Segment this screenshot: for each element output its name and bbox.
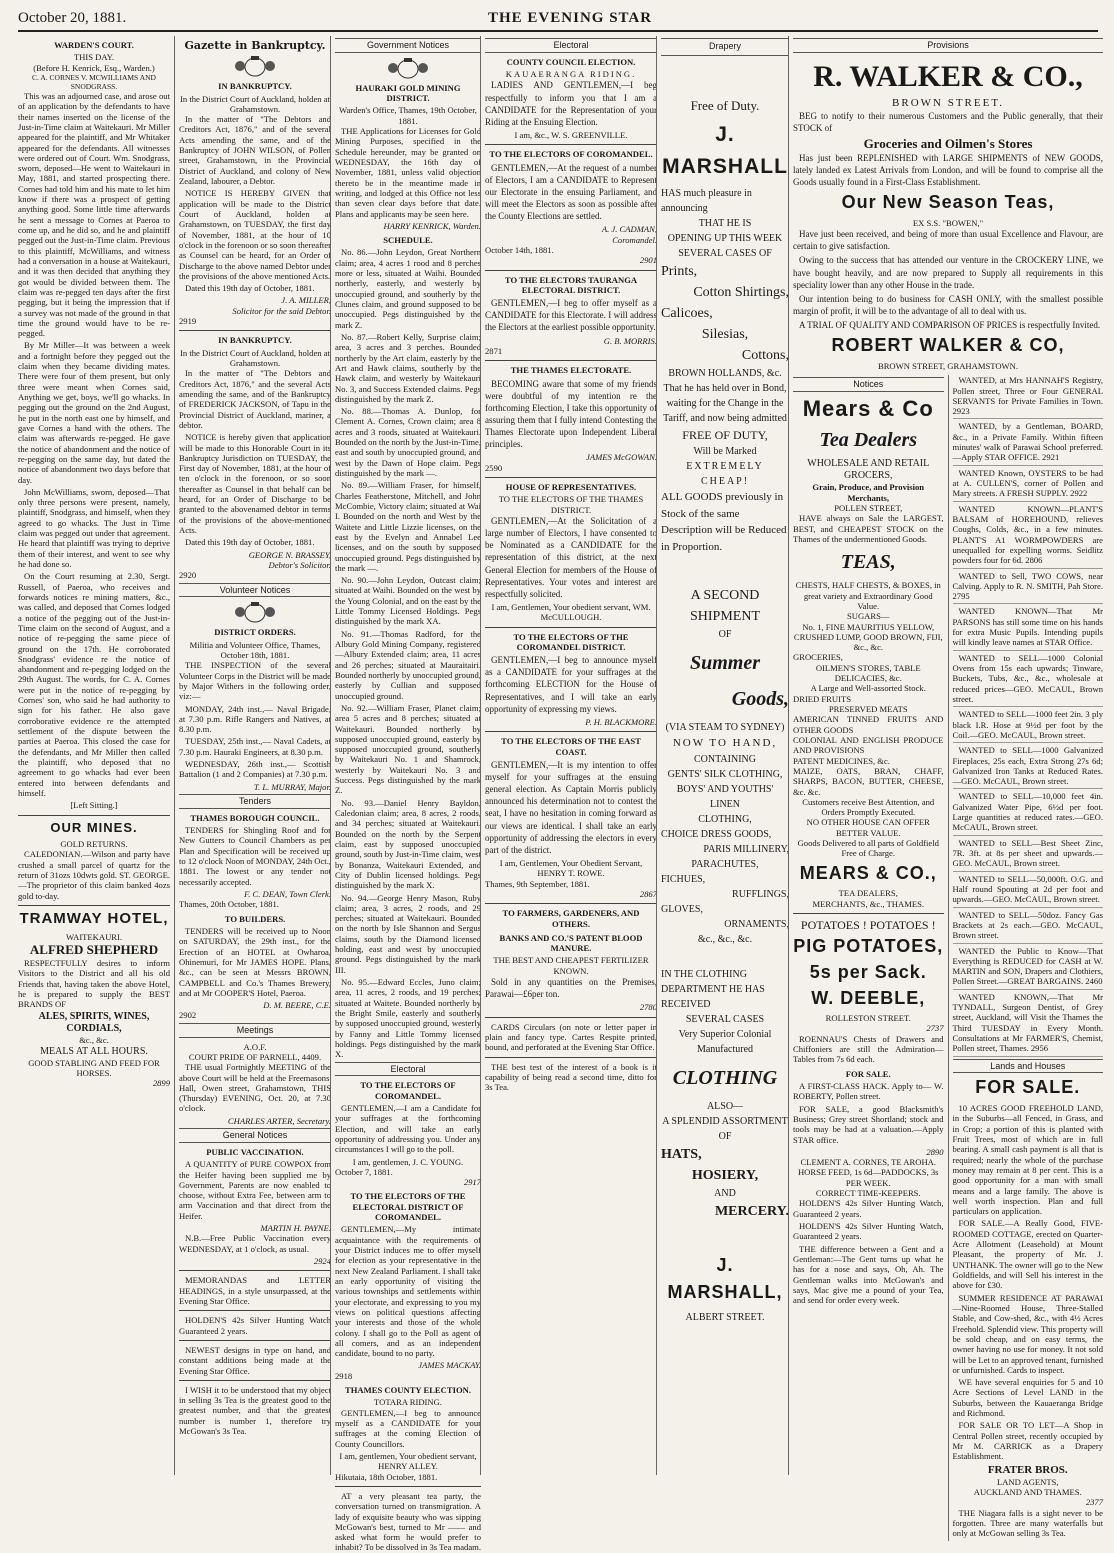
superior: Very Superior Colonial Manufactured [678,1028,772,1055]
notices-right [948,375,1104,1541]
schedule-88: No. 88.—Thomas A. Dunlop, for Clement A. Cornes, Crown claim; area 8 acres and 3 roods, situated at Waitekauri. Bounded on the north by the Just-in-Time, east and south by unoccupied ground, and west by the Dawn of Hope claim. Pegs distinguished by the mark —. [335,406,482,479]
wanted-ad: WANTED, at Mrs HANNAH'S Registry, Pollen street, Three or Four GENERAL SERVANTS for Private Families in Town. 2923 [953,375,1104,419]
paper-title: THE EVENING STAR [488,10,653,26]
newest: NEWEST designs in type on hand, and constant additions being made at the Evening Star Office. [179,1344,331,1376]
masthead [18,8,1098,32]
schedule-87: No. 87.—Robert Kelly, Surprise claim; area, 3 acres and 3 perches. Bounded northerly by the Art claim, easterly by the Art and Hawk claims, southerly by the Hawk claim, and westerly by Waitekauri No. 3, and Success Extended claims. Pegs distinguished by the mark Z. [335,331,481,404]
tea-note: AT a very pleasant tea party, the conversation turned on transmigration. A lady of exquisite beauty who was sipping McGowan's best, turned to Mr —— and asked what form he would prefer to inhabit? To be dissolved in 3s Tea madam. [335,1490,481,1553]
blackmore: P. H. BLACKMORE. [585,716,657,727]
gloves: GLOVES, [661,903,703,915]
column-provisions [788,36,1103,1539]
chests: CHESTS, HALF CHESTS, & BOXES, in great variety and Extraordinary Good Value. [795,580,941,611]
potatoes: POTATOES ! POTATOES ! [800,917,936,932]
notice-1: NOTICE IS HEREBY GIVEN that application will be made to the District Court of Auckland, holden at Grahamstown, on TUESDAY, the first day of November, 1881, at the hour of 10 o'clock in the forenoon or so soon thereafter as Counsel can be heard, for an Order of Discharge to the above named Debtor under the provisions of the above mentioned Acts. [179,188,331,281]
section-lands: Lands and Houses [953,1059,1104,1074]
schedule-95: No. 95.—Edward Eccles, Juno claim; area, 11 acres, 2 roods, and 19 perches; situated at Waitete. Bounded northerly by the Bright Smile, easterly and southerly by supposed unoccupied ground, westerly by Fanny and Little Tommy licensed holdings. Pegs distinguished by the mark X. [335,977,481,1060]
in-bankruptcy-2: IN BANKRUPTCY. [218,335,292,346]
cards: CARDS Circulars (on note or letter paper in plain and fancy type. Cartes Respite printed, bound, and perforated at the Evening Star Office. [485,1021,657,1053]
this-day: THIS DAY. [73,52,115,63]
cadman: A. J. CADMAN, [601,224,657,235]
mcgowan-no: 2590 [485,462,503,473]
section-tenders: Tenders [179,794,331,809]
choice-dress: CHOICE DRESS GOODS, [661,828,772,840]
deeble-no: 2737 [926,1023,944,1034]
section-drapery: Drapery [661,38,789,56]
wardens-court-title: WARDEN'S COURT. [54,40,134,50]
calicoes: Calicoes, [661,306,713,321]
enquiries: WE have several enquiries for 5 and 10 Acre Sections of Level LAND in the Suburbs, between the Kauaeranga Bridge and Richmond. [952,1377,1103,1419]
schedule-94: No. 94.—George Henry Mason, Ruby claim; area, 3 acres, 2 roods, and 29 perches; situated at Waitekauri. Bounded on the north by Isle Shannon and Sergus claims, south by the Diamond licensed holding, east and west by unoccupied ground. Pegs distinguished by the mark III. [335,892,481,975]
no-4: 2924 [313,1256,331,1266]
dated-1: Dated this 19th day of October, 1881. [185,283,315,294]
clothing: CLOTHING, [698,813,752,825]
tauranga-title: TO THE ELECTORS TAURANGA ELECTORAL DISTRICT. [504,274,638,295]
vaccination-title: PUBLIC VACCINATION. [206,1146,304,1157]
containing: CONTAINING [694,753,756,765]
tea-dealers: Tea Dealers [819,429,918,452]
crockery: Owing to the success that has attended our venture in the CROCKERY LINE, we have bought heavily, and are now prepared to Supply all requirements in this speciality lower than any other House in the trade. [793,255,1103,290]
ornaments: ORNAMENTS, [724,918,789,930]
horse-feed: HORSE FEED, 1s 6d—PADDOCKS, 3s PER WEEK. [797,1167,939,1188]
thames-county: THAMES COUNTY ELECTION. [345,1385,471,1396]
wanted-ad: WANTED to Sell, TWO COWS, near Calving. Apply to R. N. SMITH, Pah Store. 2795 [953,571,1104,605]
wanted-ad: WANTED to SELL—1000 Galvanized Fireplaces, 25s each, Extra Strong 27s 6d; Galvanized Iron Tanks at Reduced Rates.—GEO. McCAUL, Brown street. [953,745,1104,789]
summer-residence: SUMMER RESIDENCE AT PARAWAI—Nine-Roomed House, Three-Stalled Stable, and Cow-shed, &c., with 4½ Acres Freehold. Splendid view. This property will be sold cheap, and on easy terms, the owner having no use for money. It not sold will be Let to an approved tenant, furnished or unfurnished. Cards to inspect. [952,1292,1103,1375]
stabling-line: GOOD STABLING AND FEED FOR HORSES. [28,1057,160,1079]
wanted-ad: WANTED Known, OYSTERS to be had at A. CULLEN'S, corner of Pollen and Mary streets. A FRESH SUPPLY. 2922 [953,468,1104,502]
holden: HOLDEN'S 42s Silver Hunting Watch, Guaranteed 2 years. [793,1198,944,1219]
has-pleasure: HAS much pleasure in announcing [661,188,752,214]
cadman-date: October 14th, 1881. [485,244,554,255]
walker-title: R. WALKER & CO., [813,59,1083,93]
mears-logo: Mears & Co [802,396,934,422]
goods: Goods, [731,688,789,710]
oilmen: OILMEN'S STORES, TABLE DELICACIES, &c. [815,662,921,684]
sig-2: GEORGE N. BRASSEY, [248,549,331,560]
wanted-ad: WANTED to SELL—50,000ft. O.G. and Half round Spouting at 2d per foot and upwards.—GEO. McCAUL, Brown street. [953,874,1104,908]
tuesday: TUESDAY, 25th inst.,— Naval Cadets, at 7.30 p.m. Hauraki Engineers, at 8.30 p.m. [179,736,331,757]
marshall-name-2: J. MARSHALL, [667,1254,783,1302]
manure-body: Sold in any quantities on the Premises, Parawai—£6per ton. [485,977,657,1000]
groceries-stores: Groceries and Oilmen's Stores [863,136,1033,152]
customers: Customers receive Best Attention, and Orders Promptly Executed. [802,796,935,818]
albert-street: ALBERT STREET. [685,1311,765,1323]
role-1: Solicitor for the said Debtor. [232,305,331,316]
coro-electors: TO THE ELECTORS OF COROMANDEL. [489,149,653,160]
of: OF [718,629,732,640]
paris-millinery: PARIS MILLINERY, [703,843,789,855]
wholesale: WHOLESALE AND RETAIL GROCERS, [807,458,930,482]
have-always: HAVE always on Sale the LARGEST, BEST, and CHEAPEST STOCK on the Thames of the undermentioned Goods. [793,513,944,544]
elec-body: GENTLEMEN,—My intimate acquaintance with the requirements of your District induces me to offer myself for election as your representative in the next New Zealand Parliament. I shall take an early opportunity of visiting the various townships and settlements within your electorate, and expressing to you my views on political questions affecting your interests and those of the whole colony. I shall go to the Poll as agent of all comers, and as an independent candidate, bound to no party. [335,1224,481,1359]
gold-district-title: HAURAKI GOLD MINING DISTRICT. [355,82,461,104]
court-body-4: On the Court resuming at 2.30, Sergt. Russell, of Paeroa, who receives and forwards notices re mining matters, &c., was called, and deposed that Cornes lodged a notice of the pegging out of the Just-in-Time claim on the second of August, and a notice of re-pegging the same piece of ground on the 17th. He corroborated Snodgrass' evidence re the notice of abandonment and re-pegging lodged on the 29th August. The words, for C. A. Cornes were put in the notice of re-pegging by Cornes' son, who said he had authority to sign for his father. He also gave corroborative evidence re the attempted settlement of the dispute between the parties at Paeroa. This closed the case for the defendants, and Mr Miller then called the plaintiff, who deposed that no agreement to go whacks had ever been entered into between defendants and himself. [18,571,170,798]
rennau: ROENNAU'S Chests of Drawers and Chiffoniers are still the Admiration—Tables from 7s 6d each. [793,1033,944,1065]
clothing-big: CLOTHING [672,1066,778,1089]
column-government [330,36,482,1553]
wanted-ad: WANTED to SELL—10,000 feet 4in. Galvanized Water Pipe, 6½d per foot. Large quantities at reduced rates.—GEO. McCAUL, Brown street. [953,791,1104,835]
etc-line: &c., &c. [79,1035,109,1046]
house-electors: TO THE ELECTORS OF THE THAMES DISTRICT. [498,494,644,515]
meals-line: MEALS AT ALL HOURS. [40,1045,148,1057]
tbc-body: TENDERS for Shingling Roof and for New Gutters to Council Chambers as per Plan and Specification will be received up to 12 o'clock Noon of MONDAY, 24th Oct., 1881. The lowest or any tender not necessarily accepted. [179,825,331,887]
schedule-86: No. 86.—John Leydon, Great Northern claim; area, 4 acres 1 rood and 8 perches more or less, situated at Waihi. Bounded northerly, easterly, and westerly by unoccupied ground, and southerly by the Clunes claim, and ground supposed to be unoccupied. Pegs distinguished by the mark Z. [335,247,481,330]
memo: MEMORANDAS and LETTER HEADINGS, in a style unsurpassed, at the Evening Star Office. [179,1275,331,1306]
deeble: W. DEEBLE, [811,987,926,1008]
court-pride: COURT PRIDE OF PARNELL, 4409. [188,1051,322,1062]
fichues: FICHUES, [661,873,706,885]
hotel-place: WAITEKAURI. [65,931,123,942]
extremely-cheap: EXTREMELY CHEAP! [686,461,764,487]
cottons: Cottons, [741,348,789,363]
pig-potatoes: PIG POTATOES, [793,936,944,957]
arter: CHARLES ARTER, Secretary. [227,1115,331,1126]
coromandel: Coromandel. [612,234,657,245]
tea-dealers-2: TEA DEALERS, [838,888,898,899]
hikutaia: Hikutaia, 18th October, 1881. [335,1471,438,1482]
schedule-93: No. 93.—Daniel Henry Bayldon, Caledonian claim; area, 8 acres, 2 roods, and 34 perches; situated at Waitekauri. Bounded on the north by the Serpent claim, east by supposed unoccupied ground, south by Just-in-Time claim, west by Bonanza, Waitekauri Extended, and City of Dublin licensed holdings. Pegs distinguished by the mark X. [335,797,481,891]
summer: Summer [689,652,761,674]
gold-body: CALEDONIAN.—Wilson and party have crushed a small parcel of quartz for the return of 31ozs 10dwts gold. ST. GEORGE.—The proprietor of this claim banked 4ozs gold to-day. [18,849,170,901]
several-cases: SEVERAL CASES OF [678,248,772,259]
gazette-title: Gazette in Bankruptcy. [184,39,326,52]
patent: PATENT MEDICINES, &c. [793,755,890,766]
dean: F. C. DEAN, Town Clerk. [244,889,331,900]
elec-title: TO THE ELECTORS OF THE ELECTORAL DISTRICT OF COROMANDEL. [350,1191,466,1223]
mccullough: I am, Gentlemen, Your obedient servant, WM. McCULLOUGH. [491,601,651,623]
totara: TOTARA RIDING. [374,1397,442,1408]
niagara: THE Niagara falls is a sight never to be forgotten. Three are many waterfalls but only at McGowan selling 3s Tea. [952,1507,1103,1539]
coro-no: 2917 [463,1177,481,1188]
interest: THE best test of the interest of a book is it capability of being read a second time, ditto for 3s Tea. [485,1061,657,1093]
proprietor: ALFRED SHEPHERD [29,942,159,958]
kauaeranga-body: LADIES AND GENTLEMEN,—I beg respectfully to inform you that I am a CANDIDATE for the Representation of your Riding at the Ensuing Election. [485,80,657,127]
first-class-hack: A FIRST-CLASS HACK. Apply to— W. ROBERTY, Pollen street. [793,1080,944,1102]
hotel-body: RESPECTFULLY desires to inform Visitors to the District and all his old Friends that, having taken the above Hotel, he is prepared to supply the BEST BRANDS OF [18,957,170,1010]
court-1: In the District Court of Auckland, holden at Grahamstown. [180,93,330,114]
sig-1: J. A. MILLER, [281,295,331,306]
acres: 10 ACRES GOOD FREEHOLD LAND, in the Suburbs—all Fenced, in Grass, and in Crop; a portion of this is planted with Fruit Trees, most of which are in full bearing. A small cash payment is all that is required; nearly the whole of the purchase money may remain at 8 per cent. This is a good opportunity for a man with small means and a large family. The above is well worth inspection. Plan and full particulars on application. [952,1103,1103,1217]
notice-2: NOTICE is hereby given that application will be made to this Honorable Court in its Bankruptcy Jurisdiction on TUESDAY, the First day of November, 1881, at the hour of ten o'clock in the forenoon, or so soon thereafter as Counsel in that behalf can be heard, for an Order of Discharge to be granted to the abovenamed debtor in terms of the provisions of the above-mentioned Acts. [179,432,331,535]
mackay: JAMES MACKAY. [418,1360,481,1371]
tbc-title: THAMES BOROUGH COUNCIL. [190,812,320,823]
cadman-no: 2901 [639,255,657,266]
trial: A TRIAL OF QUALITY AND COMPARISON OF PRICES is respectfully Invited. [799,320,1101,331]
kauaeranga: KAUAERANGA RIDING. [505,69,637,80]
auckland-thames: AUCKLAND AND THAMES. [973,1487,1082,1498]
cotton-shirtings: Cotton Shirtings, [693,285,789,300]
for-sale: FOR SALE. [845,1068,891,1079]
preserved: PRESERVED MEATS [828,704,908,715]
section-notices: Notices [793,377,944,392]
court-2: In the District Court of Auckland, holden at Grahamstown. [180,347,330,368]
column-wardens-court [18,36,170,1475]
gov-intro: THE Applications for Licenses for Gold Mining Purposes, specified in the Schedule hereunder, may be granted on WEDNESDAY, the 16th day of November, 1881, unless valid objection thereto be in the meantime made in writing, and lodged at this Office not less than seven clear days before that date. Plans and applicants may be seen here. [335,126,481,219]
holden-2: HOLDEN'S 42s Silver Hunting Watch, Guaranteed 2 years. [793,1221,944,1242]
frater-no: 2377 [1085,1497,1103,1508]
coro-date: October 7, 1881. [335,1166,393,1177]
issue-date: October 20, 1881. [18,10,127,26]
section-government: Government Notices [335,38,481,53]
beere: D. M. BEERE, C.E. [263,1000,331,1011]
prints: Prints, [661,264,698,279]
robert-walker: ROBERT WALKER & CO, [831,335,1065,356]
murray: T. L. MURRAY, Major. [253,781,331,792]
notices-left [793,375,944,1541]
east-coast-title: TO THE ELECTORS OF THE EAST COAST. [501,736,641,757]
section-electoral-2: Electoral [485,38,657,53]
assorted: A Large and Well-assorted Stock. [810,683,926,694]
cottage: FOR SALE.—A Really Good, FIVE-ROOMED COTTAGE, erected on Quarter-Acre Allotment (Leasehold) at Mount Pleasant, the property of Mr. J. UNTHANK. The owner will go to the New Goldfields, and will Sell his interest in the above for £30. [952,1218,1103,1291]
wanted-ad: WANTED to SELL—50doz. Fancy Gas Brackets at 2s each.—GEO. McCAUL, Brown street. [953,910,1104,944]
case-title: C. A. CORNES V. MCWILLIAMS AND SNODGRASS. [32,72,156,91]
schedule-90: No. 90.—John Leydon, Outcast claim; situated at Waihi. Bounded on the west by the Young Colonial, and on the east by the Little Tommy Licensed Holdings. Pegs distinguished by the mark XA. [335,575,481,627]
coro-body: GENTLEMEN,—I am a Candidate for your suffrages at the forthcoming Election, and will take an early opportunity of addressing you. Under any circumstances I will go to the poll. [335,1102,481,1155]
section-volunteer: Volunteer Notices [179,583,331,598]
schedule: SCHEDULE. [383,235,433,246]
difference: THE difference between a Gent and a Gentleman:—The Gent turns up what he has for a nose and says, Oh, Ah. The Gentleman walks into McGowan's and says, Mac give me a pound of your Tea, and send for order every week. [793,1243,944,1306]
builders-title: TO BUILDERS. [224,913,286,924]
wanted-ad: WANTED to SELL—1000 feet 2in. 3 ply black I.R. Hose at 9½d per foot by the Coil.—GEO. McCAUL, Brown street. [953,709,1104,743]
militia-office: Militia and Volunteer Office, Thames, October 18th, 1881. [189,639,321,660]
farmers-title: TO FARMERS, GARDENERS, AND OTHERS. [502,908,640,929]
frater: FRATER BROS. [987,1463,1068,1476]
coro-title: TO THE ELECTORS OF COROMANDEL. [360,1080,456,1101]
alley: I am, gentlemen, Your obedient servant, HENRY ALLEY. [339,1450,477,1472]
no-3: 2902 [179,1010,197,1021]
second-shipment: A SECOND SHIPMENT [689,588,760,624]
hosiery: HOSIERY, [691,1167,759,1183]
wardens-office: Warden's Office, Thames, 19th October, 1881. [339,105,477,126]
beg-to-notify: BEG to notify to their numerous Customers and the Public generally, that their STOCK of [793,110,1103,134]
tramway-hotel: TRAMWAY HOTEL, [19,909,169,927]
coro-electors-body: GENTLEMEN,—At the request of a number of Electors, I am a CANDIDATE to Represent our Electorate in the ensuing Parliament, and will meet the Electors as soon as possible after the County Elections are settled. [485,162,657,222]
our-mines-title: OUR MINES. [50,819,138,835]
monday: MONDAY, 24th inst.,— Naval Brigade, at 7.30 p.m. Rifle Rangers and Natives, at 8.30 p.m. [179,703,331,735]
rw-address: BROWN STREET, GRAHAMSTOWN. [877,360,1019,371]
greenville: I am, &c., W. S. GREENVILLE. [514,129,628,140]
pollen-street: POLLEN STREET, [834,503,903,514]
district-orders: DISTRICT ORDERS. [214,627,296,638]
teas-label: TEAS, [840,551,896,574]
price: 5s per Sack. [809,961,927,982]
new-season-teas: Our New Season Teas, [841,192,1055,213]
section-general: General Notices [179,1128,331,1143]
sugars: SUGARS— [846,611,890,622]
mears-co: MEARS & CO., [799,862,937,883]
splendid: A SPLENDID ASSORTMENT OF [662,1115,788,1142]
kenrick: HARRY KENRICK, Warden. [383,220,481,231]
royal-crest-icon [232,55,278,77]
dated-2: Dated this 19th day of October, 1881. [185,537,315,548]
section-meetings: Meetings [179,1023,331,1038]
silesias: Silesias, [701,327,749,342]
hats: HATS, [661,1146,702,1162]
wish: I WISH it to be understood that my object in selling 3s Tea is the greatest good to the greatest number, and that the greatest number is number 1, therefore try McGowan's 3s Tea. [179,1384,331,1437]
county-election: COUNTY COUNCIL ELECTION. [506,56,636,67]
thames-date: Thames, 20th October, 1881. [179,899,279,910]
totara-body: GENTLEMEN,—I beg to announce myself as a CANDIDATE for your suffrages at the coming Election of County Councillors. [335,1407,481,1449]
wanted-ad: WANTED KNOWN—PLANT'S BALSAM of HOREHOUND, relieves Coughs, Colds, &c., in a few minutes. PLANT'S A1 WORMPOWDERS are unequalled for expelling worms. Seidlitz powders four for 6d. 2806 [953,504,1104,569]
morris-no: 2871 [485,345,503,356]
in-bankruptcy-1: IN BANKRUPTCY. [218,81,292,92]
wednesday: WEDNESDAY, 26th inst.,— Scottish Battalion (1 and 2 Companies) at 7.30 p.m. [179,759,331,780]
opening: OPENING UP THIS WEEK [667,233,783,244]
stabling-number: 2899 [152,1078,170,1089]
held-in-bond: That he has held over in Bond, waiting for the Change in the Tariff, and now being admitted [663,383,787,424]
no-2: 2920 [179,570,197,581]
cash-only: Our intention being to do business for CASH ONLY, with the smallest possible margin of profit, it will be to the advantage of all to deal with us. [793,293,1103,317]
role-2: Debtor's Solicitor. [268,559,331,570]
wanted-ad: WANTED the Public to Know—That Everything is REDUCED for CASH at W. MARTIN and SON, Drapers and Clothiers, Pollen Street.—GREAT BARGAINS. 2460 [953,946,1104,990]
mackay-no: 2918 [335,1370,353,1381]
all-goods: ALL GOODS previously in Stock of the same Description will be Reduced in Proportion. [661,491,787,553]
marshall-name: J. MARSHALL [662,123,788,178]
american: AMERICAN TINNED FRUITS AND OTHER GOODS [793,714,944,735]
section-provisions: Provisions [793,38,1103,53]
sugar-list: No. 1, FINE MAURITIUS YELLOW, CRUSHED LUMP, GOOD BROWN, FIJI, &c., &c. [793,621,943,653]
parachutes: PARACHUTES, [691,858,759,870]
court-body-3: John McWilliams, sworn, deposed—That only three persons were present, namely, plaintiff, Snodgrass, and himself, when they agreed to go whacks. The Just in Time claim was pegged out under that agreement. He heard that plaintiff was trying to deprive them of their interest, and went to see why he had done so. [18,486,170,569]
rowe-date: Thames, 9th September, 1881. [485,878,590,889]
gold-returns: GOLD RETURNS. [60,839,128,850]
land-agents: LAND AGENTS, [996,1476,1059,1487]
royal-crest-icon [385,57,431,79]
tauranga-body: GENTLEMEN,—I beg to offer myself as a CANDIDATE for this Electorate. I will address the Electors at the earliest possible opportunity. [485,298,657,333]
wanted-list [953,375,1104,1056]
via-steam: (VIA STEAM TO SYDNEY) [665,722,785,733]
column-gazette [174,36,331,1475]
brown-hollands: BROWN HOLLANDS, &c. [668,368,782,379]
aof: A.O.F. [243,1041,267,1052]
manure-no: 2780 [639,1002,657,1013]
cornes: CLEMENT A. CORNES, TE AROHA. [800,1157,937,1168]
rowe-no: 2867 [639,888,657,899]
replenished: Has just been REPLENISHED with LARGE SHIPMENTS of NEW GOODS, lately landed ex Latest Arrivals from London, and will be found to comprise all the Goods usually found in a First-Class Establishment. [793,152,1103,188]
teas-body: Have just been received, and being of more than usual Excellence and Flavour, are certain to give satisfaction. [793,229,1103,252]
blacksmith-no: 2890 [926,1146,944,1157]
schedule-92: No. 92.—William Fraser, Planet claim; area 5 acres and 8 perches; situated at Waitekauri. Bounded northerly by supposed unoccupied ground, easterly by supposed unoccupied ground, southerly by Waitekauri No. 1 and Shamrock, westerly by Waitekauri No. 3 and Success. Pegs distinguished by the mark Z. [335,702,481,796]
and: AND [714,1187,736,1199]
wanted-ad: WANTED KNOWN,—That Mr TYNDALL, Surgeon Dentist, of Grey street, Auckland, will Visit the Thames the Third TUESDAY in Every Month. Consultations at Mr FARMER'S, Chemist, Pollen street, Thames. 2956 [953,992,1104,1057]
east-coast-body: GENTLEMEN,—It is my intention to offer myself for your suffrages at the ensuing general election. As Captain Morris publicly announced his determination not to contest the seat, I have no hesitation in coming forward as our views are identical. I shall take an early opportunity of addressing the electors in every part of the district. [485,759,657,855]
dried-fruits: DRIED FRUITS [793,693,852,704]
rowe: I am, Gentlemen, Your Obedient Servant, HENRY T. ROWE. [499,857,643,879]
groceries: GROCERIES, [793,652,843,663]
cp-body: THE usual Fortnightly MEETING of the above Court will be held at the Freemasons' Hall, Owen street, Grahamstown, THIS (Thursday) EVENING, Oct. 20, at 7.30 o'clock. [179,1062,331,1114]
wanted-ad: WANTED to SELL—Best Sheet Zinc, 7R. 3ft. at 8s per sheet and upwards.—GEO. McCAUL, Brown street. [953,838,1104,872]
column-electoral [480,36,657,1475]
left-sitting: [Left Sitting.] [70,800,118,811]
section-electoral: Electoral [335,1062,481,1077]
gents-silk: GENTS' SILK CLOTHING, [667,768,783,780]
rufflings: RUFFLINGS, [732,888,789,900]
thames-electorate-body: BECOMING aware that some of my friends were doubtful of my intention re the forthcoming Election, I take this opportunity of assuring them that I fully intend Contesting the Thames Electorate upon Independent Liberal principles. [485,378,657,450]
several-cases-2: SEVERAL CASES [685,1013,765,1025]
etc: &c., &c., &c. [697,933,753,945]
inspection: THE INSPECTION of the several Volunteer Corps in the District will be made by Major Withers in the following order, viz:— [179,660,331,702]
thames-electorate: THE THAMES ELECTORATE. [510,365,632,376]
bowen: EX S.S. "BOWEN," [912,217,984,228]
blacksmith: FOR SALE, a good Blacksmith's Business; Grey street Shortland; stock and tools may be had at a valuation.—Apply STAR office. [793,1103,944,1145]
house-title: HOUSE OF REPRESENTATIVES. [505,482,637,493]
no-1: 2919 [179,316,197,327]
ales-line: ALES, SPIRITS, WINES, CORDIALS, [38,1011,150,1035]
mcgowan: JAMES McGOWAN. [586,452,657,463]
before-line: (Before H. Kenrick, Esq., Warden.) [33,62,155,73]
boys-linen: BOYS' AND YOUTHS' LINEN [676,783,774,810]
also: ALSO— [706,1100,744,1112]
manure-title: BANKS AND CO.'S PATENT BLOOD MANURE. [499,932,643,954]
grain: Grain, Produce, and Provision Merchants, [812,482,925,503]
colonial: COLONIAL AND ENGLISH PRODUCE AND PROVISIONS [793,734,944,756]
house-body: GENTLEMEN,—At the Solicitation of a large number of Electors, I have consented to be Nominated as a CANDIDATE for the representation of this district, at the next General Election for members of the House of Representatives. Your votes and interest are respectfully solicited. [485,515,657,599]
court-body-1: This was an adjourned case, and arose out of an application by the defendants to have their names inserted on the license of the Just-in-Time claim at Waitekauri. Mr Miller appeared for the plaintiff, and Mr Whitaker appeared for the defendants. All witnesses were ordered out of Court. Wm. Snodgrass, sworn, deposed—He went to Waitekauri in May, 1881, and started prospecting there. Cornes had told him and his mate to let him know if there was a prospect of getting anything good. Some little time afterwards he sent a message to Cornes at Paeroa to come up, and he did so, and he and plaintiff pegged out the Just-in-Time claim. Previous to this plaintiff, McWilliams, and witness had a conversation in a house at Waitekauri, and it was then decided that anything they got would be divided between them. The claim was re-pegged ten days after the first pegging, but it being the impression that if a survey was not made of the ground in that time the ground would have to be re-pegged. [18,90,170,339]
holden-1: HOLDEN'S 42s Silver Hunting Watch Guaranteed 2 years. [179,1315,331,1336]
schedule-91: No. 91.—Thomas Radford, for the Albury Gold Mining Company, registered—Albury Extended claim; area, 11 acres and 26 perches; situated at Mauraitairi. Bounded northerly by unoccupied ground, easterly by Cullian and supposed unoccupied ground. [335,628,481,701]
coro-district-title: TO THE ELECTORS OF THE COROMANDEL DISTRICT. [513,631,629,652]
mercery: MERCERY. [714,1203,789,1219]
now-to-hand: NOW TO HAND, [672,737,778,749]
royal-crest-icon [232,601,278,623]
matter-2: In the matter of "The Debtors and Creditors Act, 1876," and the several Acts amending the same, and of the Bankruptcy of FREDERICK JACKSON, of Tapu in the Provincial District of Auckland, mariner, a debtor. [179,368,331,430]
wanted-ad: WANTED, by a Gentleman, BOARD, &c., in a Private Family. Within fifteen minutes' walk of Parawai School preferred.—Apply STAR OFFICE. 2921 [953,421,1104,465]
coro-district-body: GENTLEMEN,—I beg to announce myself as a CANDIDATE for your suffrages at the forthcoming ELECTION for the House of Representatives, and I will take an early opportunity of expressing my views. [485,655,657,714]
rolleston: ROLLESTON STREET. [825,1013,911,1024]
no-other: NO OTHER HOUSE CAN OFFER BETTER VALUE. [806,817,930,838]
vac-nb: N.B.—Free Public Vaccination every WEDNESDAY, at 1 o'clock, as usual. [179,1233,331,1254]
that-he-is: THAT HE IS [698,218,752,229]
merchants: MERCHANTS, &c., THAMES. [812,898,925,909]
shop-let: FOR SALE OR TO LET—A Shop in Central Pollen street, recently occupied by Mr M. CARRICK as a Drapery Establishment. [952,1420,1103,1462]
free-of-duty-2: FREE OF DUTY, [682,428,768,442]
payne: MARTIN H. PAYNE. [260,1223,331,1234]
time-keepers: CORRECT TIME-KEEPERS. [815,1188,921,1199]
vac-body: A QUANTITY of PURE COWPOX from the Heifer having been supplied me by Government, Parents are now enabled to choose, without Extra Fee, between arm to arm Vaccination and that direct from the Heifer. [179,1159,331,1221]
will-be-marked: Will be Marked [693,446,757,457]
brown-street: BROWN STREET. [892,96,1004,109]
wanted-ad: WANTED to SELL—1000 Colonial Ovens from 15s each upwards; Tinware, Buckets, Tubs, &c., &c., wholesale at reduced prices—GEO. McCAUL, Brown street. [953,653,1104,708]
free-of-duty: Free of Duty. [690,97,760,113]
manure-sub: THE BEST AND CHEAPEST FERTILIZER KNOWN. [493,955,649,976]
matter-1: In the matter of "The Debtors and Creditors Act, 1876," and of the several Acts amending the same, and of the Bankruptcy of JOHN WILSON, of Pollen street, Grahamstown, in the Provincial District of Auckland, and colony of New Zealand, labourer, a Debtor. [179,114,331,186]
builders-body: TENDERS will be received up to Noon on SATURDAY, the 29th inst., for the Erection of an HOTEL at Owharoa, Ohinemuri, for Mr JAMES HOPE. Plans, &c., can be seen at Messrs BROWN, CAMPBELL and Co.'s Thames Brewery, and at Mr COOPER'S Hotel, Paeroa. [179,925,331,998]
for-sale-2: FOR SALE. [975,1077,1081,1098]
maize: MAIZE, OATS, BRAN, CHAFF, SHARPS, BACON, BUTTER, CHEESE, &c. &c. [793,765,944,797]
coro-sig: I am, gentlemen, J. C. YOUNG. [352,1156,464,1167]
wanted-ad: WANTED KNOWN—That Mr PARSONS has still some time on his hands for extra Music Pupils. Intending pupils will kindly leave names at STAR Office. [953,606,1104,650]
delivered: Goods Delivered to all parts of Goldfield Free of Charge. [797,838,939,859]
morris: G. B. MORRIS. [603,335,657,346]
schedule-89: No. 89.—William Fraser, for himself, Charles Featherstone, Mitchell, and John McCombie, Victory claim; situated at Wai I. Bounded on the north and West by the Waitete and Little Lizzie licenses, on the east by the Evelyn and Annabel Lee licenses, and on the south by supposed unoccupied ground. Pegs distinguished by the mark —. [335,480,481,573]
clothing-dept: IN THE CLOTHING DEPARTMENT HE HAS RECEIVED [661,968,765,1010]
column-drapery [656,36,789,1475]
court-body-2: By Mr Miller—It was between a week and a fortnight before they pegged out the claim when they became dividing mates. There were four of them present, but only three were meant when Cornes said, Anything we get, boys, we'll go whacks. In pegging out the ground on the 2nd August, he put in the north east one by himself, and gave Cornes a hand with the others. The claim was afterwards re-pegged. He gave the notice of abandonment and the notice of re-pegging on the same day, but dated the notice of abandonment two days before that day. [18,340,170,485]
